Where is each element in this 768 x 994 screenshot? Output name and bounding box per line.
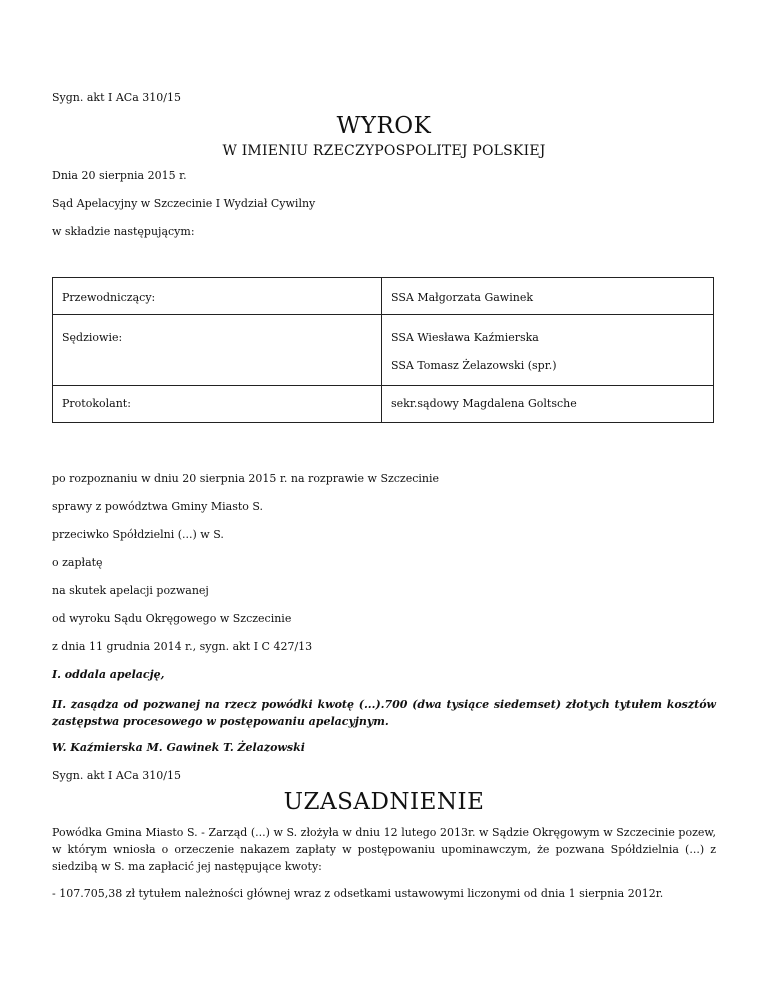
panel-member-name: sekr.sądowy Magdalena Goltsche: [391, 397, 577, 410]
court-panel-table: [52, 277, 714, 423]
proceedings-line: przeciwko Spółdzielni (...) w S.: [52, 528, 224, 541]
composition-intro: w składzie następującym:: [52, 225, 195, 238]
justification-paragraph: Powódka Gmina Miasto S. - Zarząd (...) w S. złożyła w dniu 12 lutego 2013r. w Sądzie Okręgowym w Szczecinie pozew, w którym wniosła o orzeczenie nakazem zapłaty w postępowaniu upominawczym, że pozwana Spółdzielnia (...) z siedzibą w S. ma zapłacić jej następujące kwoty:: [52, 826, 716, 873]
justification-title: UZASADNIENIE: [283, 789, 485, 815]
proceedings-line: po rozpoznaniu w dniu 20 sierpnia 2015 r. na rozprawie w Szczecinie: [52, 472, 440, 485]
proceedings-line: sprawy z powództwa Gminy Miasto S.: [52, 500, 264, 513]
panel-role-label: Przewodniczący:: [62, 291, 156, 304]
judgment-date: Dnia 20 sierpnia 2015 r.: [52, 169, 187, 182]
case-reference: Sygn. akt I ACa 310/15: [52, 91, 181, 104]
ruling-point-1: I. oddala apelację,: [52, 668, 165, 681]
ruling-point-2: II. zasądza od pozwanej na rzecz powódki kwotę (...).700 (dwa tysiące siedemset) złotych tytułem kosztów zastępstwa procesowego w postępowaniu apelacyjnym.: [52, 698, 716, 728]
panel-member-name: SSA Wiesława Kaźmierska: [391, 331, 539, 344]
document-subtitle: W IMIENIU RZECZYPOSPOLITEJ POLSKIEJ: [222, 143, 546, 159]
proceedings-line: z dnia 11 grudnia 2014 r., sygn. akt I C 427/13: [52, 640, 313, 653]
court-name: Sąd Apelacyjny w Szczecinie I Wydział Cywilny: [52, 197, 316, 210]
panel-role-label: Protokolant:: [62, 397, 131, 410]
table-row: [53, 315, 714, 386]
justification-paragraph: - 107.705,38 zł tytułem należności głównej wraz z odsetkami ustawowymi liczonymi od dnia 1 sierpnia 2012r.: [52, 887, 664, 900]
table-row: [53, 278, 714, 315]
judges-signatures: W. Kaźmierska M. Gawinek T. Żelazowski: [52, 741, 305, 754]
proceedings-line: od wyroku Sądu Okręgowego w Szczecinie: [52, 612, 292, 625]
panel-member-name: SSA Tomasz Żelazowski (spr.): [391, 359, 557, 372]
proceedings-line: o zapłatę: [52, 556, 103, 569]
proceedings-line: na skutek apelacji pozwanej: [52, 584, 209, 597]
panel-member-name: SSA Małgorzata Gawinek: [391, 291, 533, 304]
table-row: [53, 386, 714, 423]
document-title: WYROK: [336, 113, 432, 139]
panel-role-label: Sędziowie:: [62, 331, 123, 344]
justification-case-reference: Sygn. akt I ACa 310/15: [52, 769, 181, 782]
